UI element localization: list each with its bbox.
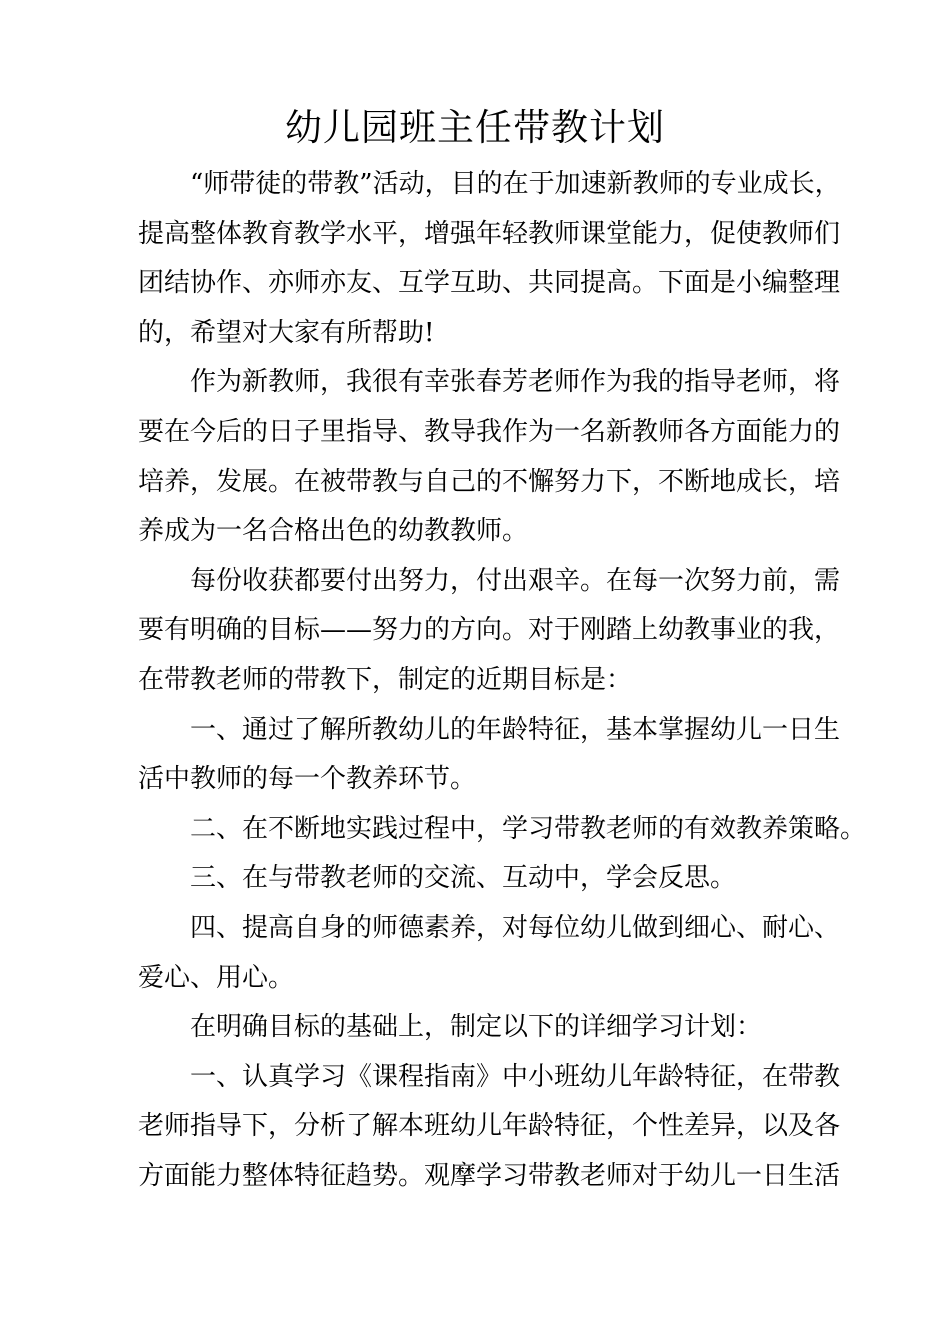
body-text-line: 一、认真学习《课程指南》中小班幼儿年龄特征，在带教 bbox=[190, 1061, 841, 1092]
body-text-line: 老师指导下，分析了解本班幼儿年龄特征，个性差异，以及各 bbox=[138, 1111, 841, 1142]
body-text-line: 一、通过了解所教幼儿的年龄特征，基本掌握幼儿一日生 bbox=[190, 714, 841, 745]
body-text-line: 每份收获都要付出努力，付出艰辛。在每一次努力前，需 bbox=[190, 565, 841, 596]
body-text-line: 要有明确的目标——努力的方向。对于刚踏上幼教事业的我， bbox=[138, 615, 841, 646]
body-text-line: 作为新教师，我很有幸张春芳老师作为我的指导老师，将 bbox=[190, 367, 841, 398]
body-text-line: 四、提高自身的师德素养，对每位幼儿做到细心、耐心、 bbox=[190, 912, 841, 943]
body-text-line: “师带徒的带教”活动，目的在于加速新教师的专业成长， bbox=[190, 169, 841, 199]
body-text-line: 要在今后的日子里指导、教导我作为一名新教师各方面能力的 bbox=[138, 416, 841, 447]
body-text-line: 活中教师的每一个教养环节。 bbox=[138, 764, 477, 795]
body-text-line: 培养，发展。在被带教与自己的不懈努力下，不断地成长，培 bbox=[138, 466, 841, 497]
body-text-line: 三、在与带教老师的交流、互动中，学会反思。 bbox=[190, 863, 737, 894]
body-text-line: 的，希望对大家有所帮助! bbox=[138, 317, 435, 348]
body-text-line: 在明确目标的基础上，制定以下的详细学习计划： bbox=[190, 1012, 763, 1043]
body-text-line: 方面能力整体特征趋势。观摩学习带教老师对于幼儿一日生活 bbox=[138, 1160, 841, 1191]
body-text-line: 团结协作、亦师亦友、互学互助、共同提高。下面是小编整理 bbox=[138, 268, 841, 299]
document-title: 幼儿园班主任带教计划 bbox=[285, 106, 665, 149]
body-text-line: 养成为一名合格出色的幼教教师。 bbox=[138, 516, 529, 547]
body-text-line: 爱心、用心。 bbox=[138, 962, 295, 993]
document-body bbox=[138, 160, 867, 1201]
body-text-line: 提高整体教育教学水平，增强年轻教师课堂能力，促使教师们 bbox=[138, 218, 841, 249]
body-text-line: 二、在不断地实践过程中，学习带教老师的有效教养策略。 bbox=[190, 813, 867, 844]
body-text-line: 在带教老师的带教下，制定的近期目标是： bbox=[138, 664, 633, 695]
